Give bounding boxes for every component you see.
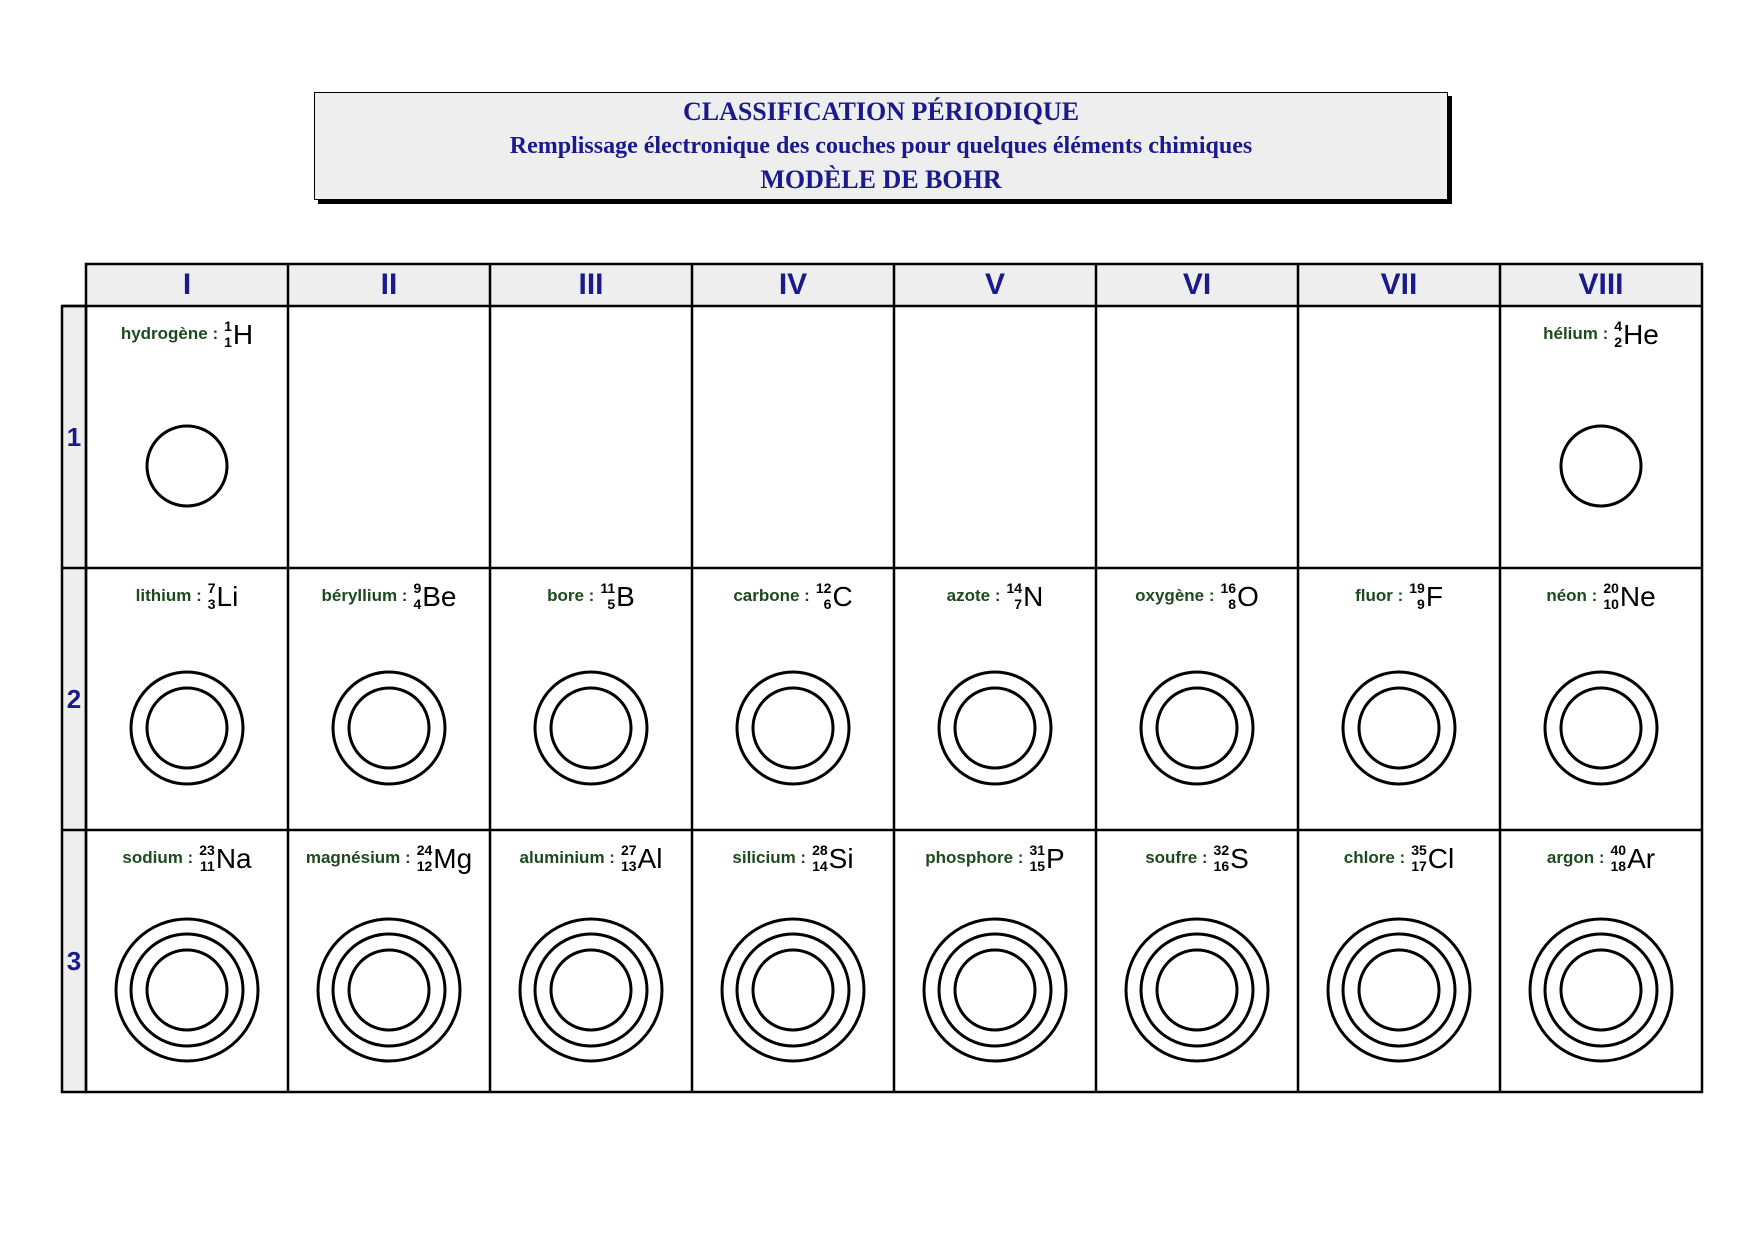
electron-shell [1561, 688, 1641, 768]
column-header: I [182, 268, 192, 301]
atomic-number: 18 [1610, 858, 1627, 874]
mass-number: 32 [1213, 842, 1230, 858]
atomic-number: 10 [1603, 596, 1619, 612]
element-cell [1500, 830, 1702, 1092]
mass-number: 20 [1603, 580, 1619, 596]
element-cell [490, 568, 692, 830]
element-cell [1500, 568, 1702, 830]
element-cell [288, 568, 490, 830]
bohr-model [1298, 830, 1500, 1092]
mass-number: 14 [1006, 580, 1023, 596]
mass-number: 19 [1409, 580, 1425, 596]
element-symbol: S [1230, 843, 1249, 874]
bohr-model [86, 568, 288, 830]
element-cell [1298, 830, 1500, 1092]
element-symbol: B [616, 581, 635, 612]
mass-number: 28 [812, 842, 828, 858]
mass-number: 31 [1029, 842, 1046, 858]
electron-shell [955, 688, 1035, 768]
column-header: V [984, 268, 1005, 301]
row-header: 2 [66, 683, 82, 714]
electron-shell [753, 950, 833, 1030]
electron-shell [520, 919, 662, 1061]
mass-number: 27 [620, 842, 637, 858]
atomic-number: 11 [200, 858, 215, 874]
element-cell [288, 830, 490, 1092]
electron-shell [147, 688, 227, 768]
bohr-model [490, 830, 692, 1092]
element-name: phosphore : [925, 848, 1024, 867]
atomic-number: 4 [413, 596, 422, 612]
title-line-1: CLASSIFICATION PÉRIODIQUE [682, 97, 1080, 126]
atomic-number: 1 [224, 334, 232, 350]
element-name: fluor : [1355, 586, 1404, 605]
element-symbol: Ne [1619, 581, 1656, 612]
bohr-model [1096, 568, 1298, 830]
element-symbol: F [1425, 581, 1443, 612]
title-line-2: Remplissage électronique des couches pour quelques éléments chimiques [509, 133, 1253, 159]
element-name: carbone : [733, 586, 810, 605]
title-line-3: MODÈLE DE BOHR [760, 165, 1002, 194]
element-cell [1500, 306, 1702, 568]
element-name: néon : [1546, 586, 1598, 605]
bohr-model [894, 568, 1096, 830]
bohr-model [490, 568, 692, 830]
element-name: magnésium : [305, 848, 411, 867]
column-header: III [578, 268, 604, 301]
element-name: oxygène : [1135, 586, 1215, 605]
electron-shell [147, 950, 227, 1030]
bohr-model [288, 830, 490, 1092]
bohr-model [1500, 568, 1702, 830]
electron-shell [1561, 426, 1641, 506]
row-header: 1 [66, 421, 82, 452]
element-symbol: H [232, 319, 254, 350]
element-cell [1298, 568, 1500, 830]
atomic-number: 3 [207, 596, 216, 612]
electron-shell [551, 950, 631, 1030]
electron-shell [147, 426, 227, 506]
element-cell [86, 306, 288, 568]
electron-shell [1530, 919, 1672, 1061]
bohr-model [1500, 830, 1702, 1092]
bohr-model [1298, 568, 1500, 830]
atomic-number: 12 [416, 858, 433, 874]
electron-shell [349, 950, 429, 1030]
bohr-model [1096, 830, 1298, 1092]
element-symbol: O [1237, 581, 1259, 612]
electron-shell [1157, 688, 1237, 768]
element-name: béryllium : [321, 586, 408, 605]
electron-shell [924, 919, 1066, 1061]
electron-shell [551, 688, 631, 768]
electron-shell [1126, 919, 1268, 1061]
electron-shell [753, 688, 833, 768]
element-cell [86, 830, 288, 1092]
electron-shell [116, 919, 258, 1061]
electron-shell [318, 919, 460, 1061]
bohr-model [1500, 306, 1702, 568]
bohr-model [288, 568, 490, 830]
element-cell [894, 568, 1096, 830]
electron-shell [349, 688, 429, 768]
atomic-number: 2 [1614, 334, 1623, 350]
electron-shell [1359, 950, 1439, 1030]
electron-shell [722, 919, 864, 1061]
column-header: VI [1182, 268, 1212, 301]
element-cell [692, 830, 894, 1092]
row-header: 3 [66, 945, 82, 976]
column-header: II [380, 268, 398, 301]
electron-shell [1359, 688, 1439, 768]
element-cell [692, 568, 894, 830]
element-name: azote : [946, 586, 1001, 605]
mass-number: 11 [600, 580, 616, 596]
element-symbol: Si [828, 843, 854, 874]
atomic-number: 14 [812, 858, 828, 874]
mass-number: 24 [416, 842, 433, 858]
atomic-number: 8 [1228, 596, 1237, 612]
element-name: bore : [547, 586, 595, 605]
mass-number: 23 [199, 842, 215, 858]
bohr-model [894, 830, 1096, 1092]
electron-shell [1328, 919, 1470, 1061]
mass-number: 1 [224, 318, 232, 334]
element-name: chlore : [1343, 848, 1406, 867]
element-symbol: Na [215, 843, 252, 874]
mass-number: 12 [815, 580, 832, 596]
bohr-model [86, 306, 288, 568]
electron-shell [955, 950, 1035, 1030]
column-header: IV [778, 268, 808, 301]
element-cell [1096, 830, 1298, 1092]
element-cell [1096, 568, 1298, 830]
atomic-number: 6 [823, 596, 832, 612]
mass-number: 7 [207, 580, 216, 596]
element-cell [86, 568, 288, 830]
element-name: argon : [1546, 848, 1605, 867]
column-header: VII [1380, 268, 1418, 301]
mass-number: 9 [413, 580, 422, 596]
bohr-model [692, 830, 894, 1092]
mass-number: 4 [1614, 318, 1623, 334]
atomic-number: 5 [607, 596, 616, 612]
element-symbol: C [832, 581, 853, 612]
element-name: hélium : [1543, 324, 1609, 343]
element-name: silicium : [732, 848, 807, 867]
element-cell [894, 830, 1096, 1092]
element-name: aluminium : [519, 848, 615, 867]
atomic-number: 7 [1014, 596, 1023, 612]
atomic-number: 13 [620, 858, 637, 874]
element-symbol: Al [637, 843, 663, 874]
element-symbol: Ar [1627, 843, 1656, 874]
element-symbol: He [1623, 319, 1659, 350]
mass-number: 40 [1610, 842, 1627, 858]
mass-number: 35 [1411, 842, 1427, 858]
electron-shell [1561, 950, 1641, 1030]
atomic-number: 15 [1029, 858, 1046, 874]
atomic-number: 16 [1213, 858, 1230, 874]
bohr-model [86, 830, 288, 1092]
element-name: soufre : [1145, 848, 1208, 867]
element-name: lithium : [135, 586, 202, 605]
element-symbol: N [1023, 581, 1044, 612]
mass-number: 16 [1220, 580, 1237, 596]
element-symbol: Cl [1427, 843, 1455, 874]
atomic-number: 17 [1411, 858, 1427, 874]
element-name: hydrogène : [120, 324, 219, 343]
electron-shell [1157, 950, 1237, 1030]
atomic-number: 9 [1417, 596, 1425, 612]
element-symbol: Be [422, 581, 457, 612]
bohr-model [692, 568, 894, 830]
column-header: VIII [1578, 268, 1624, 301]
element-symbol: P [1046, 843, 1065, 874]
element-symbol: Mg [433, 843, 473, 874]
element-symbol: Li [216, 581, 239, 612]
element-name: sodium : [122, 848, 194, 867]
element-cell [490, 830, 692, 1092]
